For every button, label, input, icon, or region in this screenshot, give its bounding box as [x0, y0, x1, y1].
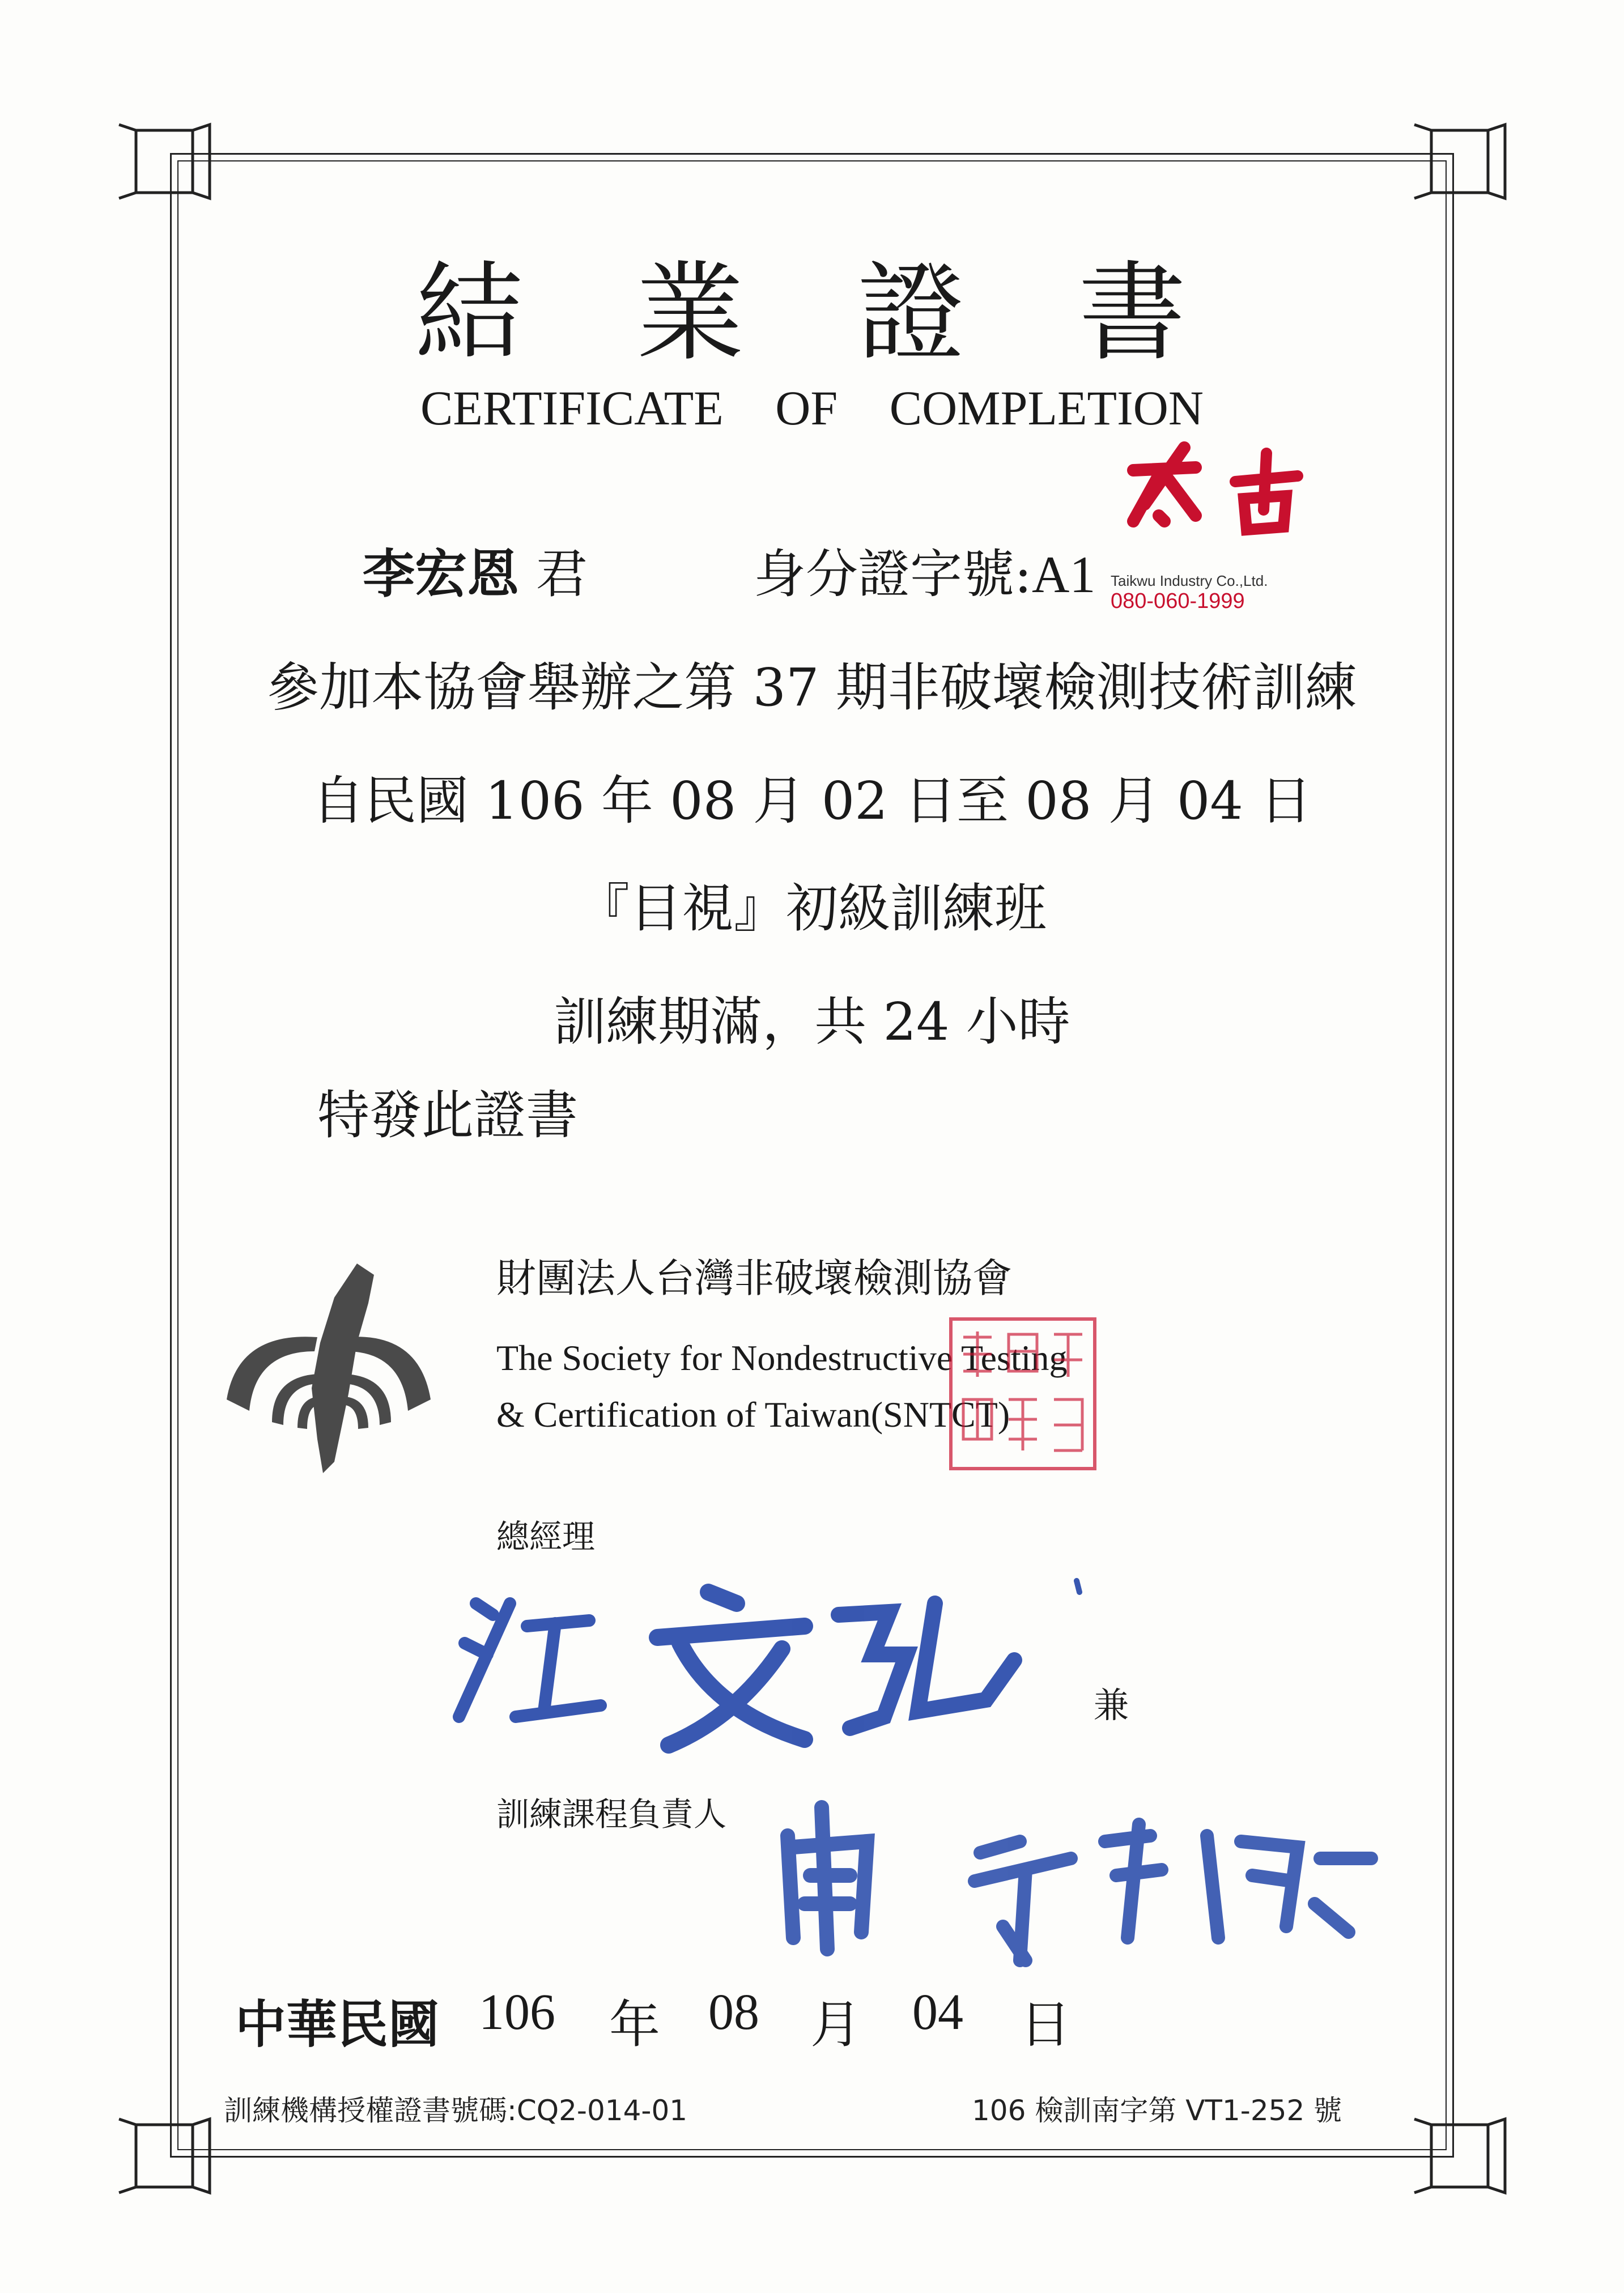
corner-ornament-bottom-right-icon	[1409, 2113, 1511, 2198]
course-head-label: 訓練課程負責人	[496, 1795, 727, 1833]
issue-date-day: 04	[912, 1984, 963, 2040]
issue-date-year-unit: 年	[609, 1995, 660, 2054]
company-seal	[1111, 436, 1337, 613]
authorization-certificate-number: 訓練機構授權證書號碼:CQ2-014-01	[224, 2094, 688, 2127]
recipient-name: 李宏恩	[363, 543, 520, 605]
organization-name-english-line1: The Society for Nondestructive Testing	[496, 1338, 1068, 1378]
issue-date-era: 中華民國	[235, 1995, 439, 2054]
company-seal-phone: 080-060-1999	[1111, 589, 1245, 613]
training-period-line: 自民國 106 年 08 月 02 日至 08 月 04 日	[312, 771, 1312, 831]
corner-ornament-top-right-icon	[1409, 119, 1511, 204]
issue-date-year: 106	[479, 1984, 555, 2040]
general-manager-label: 總經理	[496, 1517, 596, 1556]
certificate-title-chinese: 結業證書	[415, 250, 1299, 376]
issue-date-month-unit: 月	[810, 1995, 861, 2054]
training-class-line: 『目視』初級訓練班	[577, 878, 1047, 939]
training-hours-line: 訓練期滿，共 24 小時	[554, 992, 1070, 1052]
course-head-signature-icon	[754, 1790, 1388, 1972]
society-logo-icon	[204, 1252, 453, 1490]
certificate-title-english: CERTIFICATE OF COMPLETION	[420, 381, 1204, 435]
id-label: 身分證字號:	[754, 544, 1032, 605]
organization-seal-icon	[946, 1314, 1099, 1473]
issuance-statement: 特發此證書	[317, 1085, 579, 1146]
issue-date-day-unit: 日	[1020, 1995, 1071, 2054]
concurrent-label: 兼	[1094, 1684, 1129, 1726]
issue-date-month: 08	[708, 1984, 759, 2040]
issue-date	[235, 1983, 439, 2057]
recipient-line	[363, 533, 588, 607]
organization-name-english-line2: & Certification of Taiwan(SNTCT)	[496, 1394, 1010, 1435]
certificate-serial-number: 106 檢訓南字第 VT1-252 號	[972, 2094, 1342, 2127]
recipient-honorific: 君	[535, 544, 588, 605]
corner-ornament-bottom-left-icon	[113, 2113, 215, 2198]
company-seal-name: Taikwu Industry Co.,Ltd.	[1111, 572, 1268, 589]
training-program-line: 參加本協會舉辦之第 37 期非破壞檢測技術訓練	[267, 657, 1357, 718]
id-value: A1	[1032, 546, 1096, 603]
general-manager-signature-icon	[442, 1569, 1082, 1762]
company-seal-mark-icon	[1111, 436, 1337, 550]
id-number-line	[754, 533, 1095, 607]
corner-ornament-top-left-icon	[113, 119, 215, 204]
organization-name-chinese: 財團法人台灣非破壞檢測協會	[496, 1255, 1012, 1301]
